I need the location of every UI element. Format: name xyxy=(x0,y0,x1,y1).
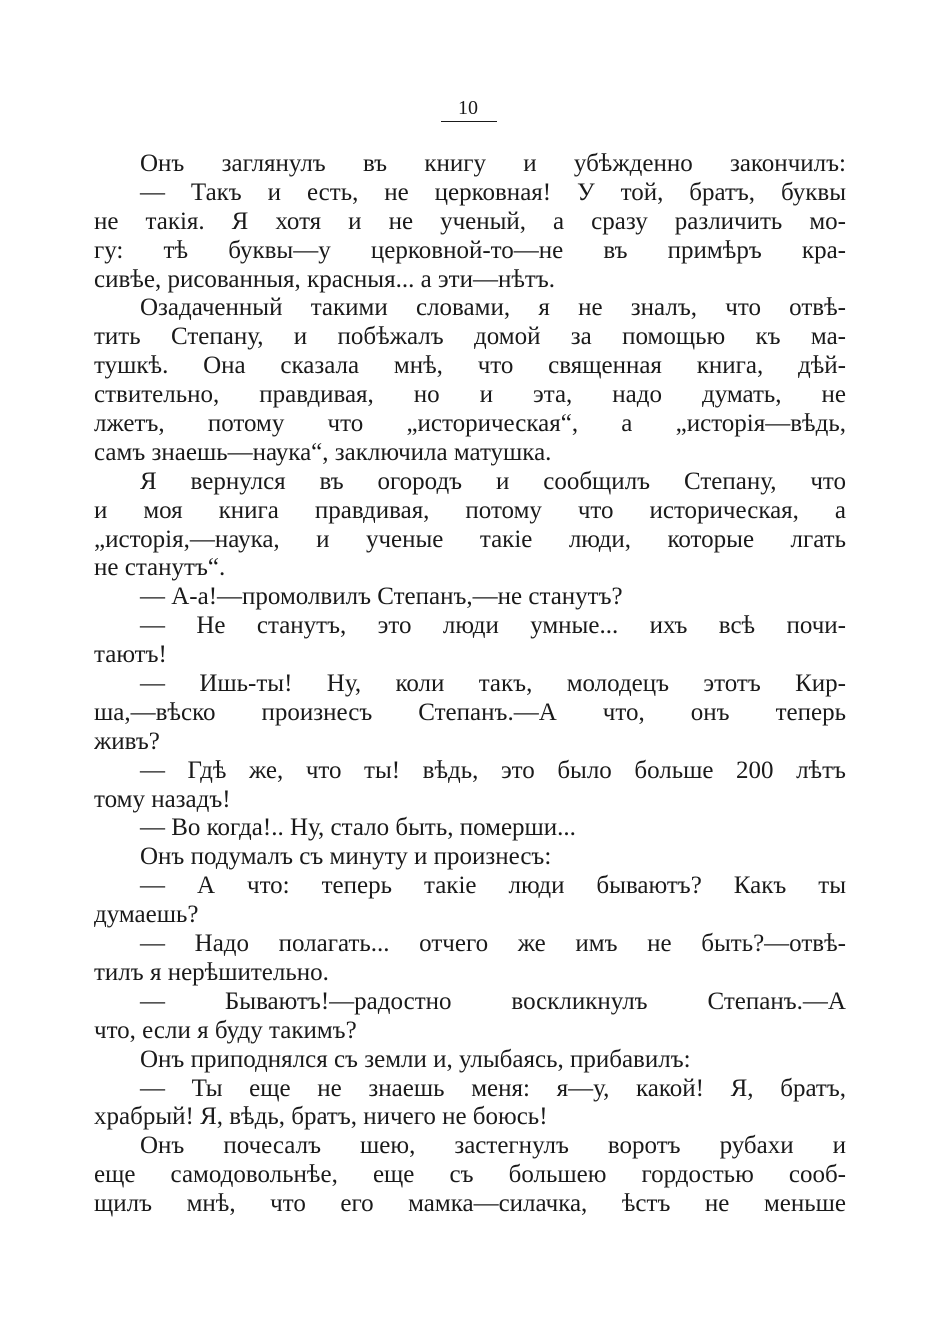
text-line: Онъ заглянулъ въ книгу и убѣжденно закончилъ: xyxy=(140,150,846,177)
text-line: тушкѣ. Она сказала мнѣ, что священная книга, дѣй- xyxy=(94,352,846,380)
text-line: тить Степану, и побѣжалъ домой за помощью къ ма- xyxy=(94,323,846,351)
text-line: — Бываютъ!—радостно воскликнулъ Степанъ.—А xyxy=(140,987,846,1015)
page-number-rule xyxy=(441,121,497,122)
text-line: ша,—вѣско произнесъ Степанъ.—А что, онъ теперь xyxy=(94,698,846,726)
text-line: — Не станутъ, это люди умные... ихъ всѣ почи- xyxy=(140,612,846,640)
text-line: — А что: теперь такіе люди бываютъ? Какъ ты xyxy=(140,872,846,900)
text-line: „исторія,—наука, и ученые такіе люди, которые лгать xyxy=(94,525,846,553)
text-line: таютъ! xyxy=(94,641,167,669)
text-line: и моя книга правдивая, потому что историческая, а xyxy=(94,496,846,524)
text-line: живъ? xyxy=(94,727,160,755)
text-line: — Во когда!.. Ну, стало быть, померши... xyxy=(140,814,576,842)
text-line: — Гдѣ же, что ты! вѣдь, это было больше 200 лѣтъ xyxy=(140,756,846,784)
text-line: не такія. Я хотя и не ученый, а сразу различить мо- xyxy=(94,207,846,235)
text-line: самъ знаешь—наука“, заключила матушка. xyxy=(94,438,552,466)
text-line: не станутъ“. xyxy=(94,554,226,582)
text-line: тилъ я нерѣшительно. xyxy=(94,958,329,986)
text-line: — Надо полагать... отчего же имъ не быть?—отвѣ- xyxy=(140,930,846,958)
text-line: тому назадъ! xyxy=(94,785,231,813)
text-line: Я вернулся въ огородъ и сообщилъ Степану, что xyxy=(140,467,846,495)
text-line: — А-а!—промолвилъ Степанъ,—не станутъ? xyxy=(140,583,623,611)
text-line: Онъ подумалъ съ минуту и произнесъ: xyxy=(140,843,552,871)
text-line: — Такъ и есть, не церковная! У той, братъ, буквы xyxy=(140,178,846,206)
text-line: что, если я буду такимъ? xyxy=(94,1016,357,1044)
text-line: гу: тѣ буквы—у церковной-то—не въ примѣръ кра- xyxy=(94,236,846,264)
text-line: Озадаченный такими словами, я не зналъ, что отвѣ- xyxy=(140,294,846,322)
text-line: еще самодовольнѣе, еще съ большею гордостью сооб- xyxy=(94,1161,846,1189)
text-line: храбрый! Я, вѣдь, братъ, ничего не боюсь! xyxy=(94,1103,548,1131)
text-line: Онъ почесалъ шею, застегнулъ воротъ рубахи и xyxy=(140,1132,846,1160)
page-number: 10 xyxy=(458,97,478,119)
text-line: ствительно, правдивая, но и эта, надо думать, не xyxy=(94,381,846,409)
text-line: Онъ приподнялся съ земли и, улыбаясь, прибавилъ: xyxy=(140,1045,691,1073)
text-line: думаешь? xyxy=(94,901,199,929)
text-line: — Ты еще не знаешь меня: я—у, какой! Я, братъ, xyxy=(140,1074,846,1102)
text-line: сивѣе, рисованныя, красныя... а эти—нѣтъ. xyxy=(94,265,555,293)
text-line: щилъ мнѣ, что его мамка—силачка, ѣстъ не меньше xyxy=(94,1190,846,1218)
text-line: лжетъ, потому что „историческая“, а „исторія—вѣдь, xyxy=(94,410,846,438)
body-text xyxy=(94,150,846,1219)
text-line: — Ишь-ты! Ну, коли такъ, молодецъ этотъ Кир- xyxy=(140,670,846,698)
